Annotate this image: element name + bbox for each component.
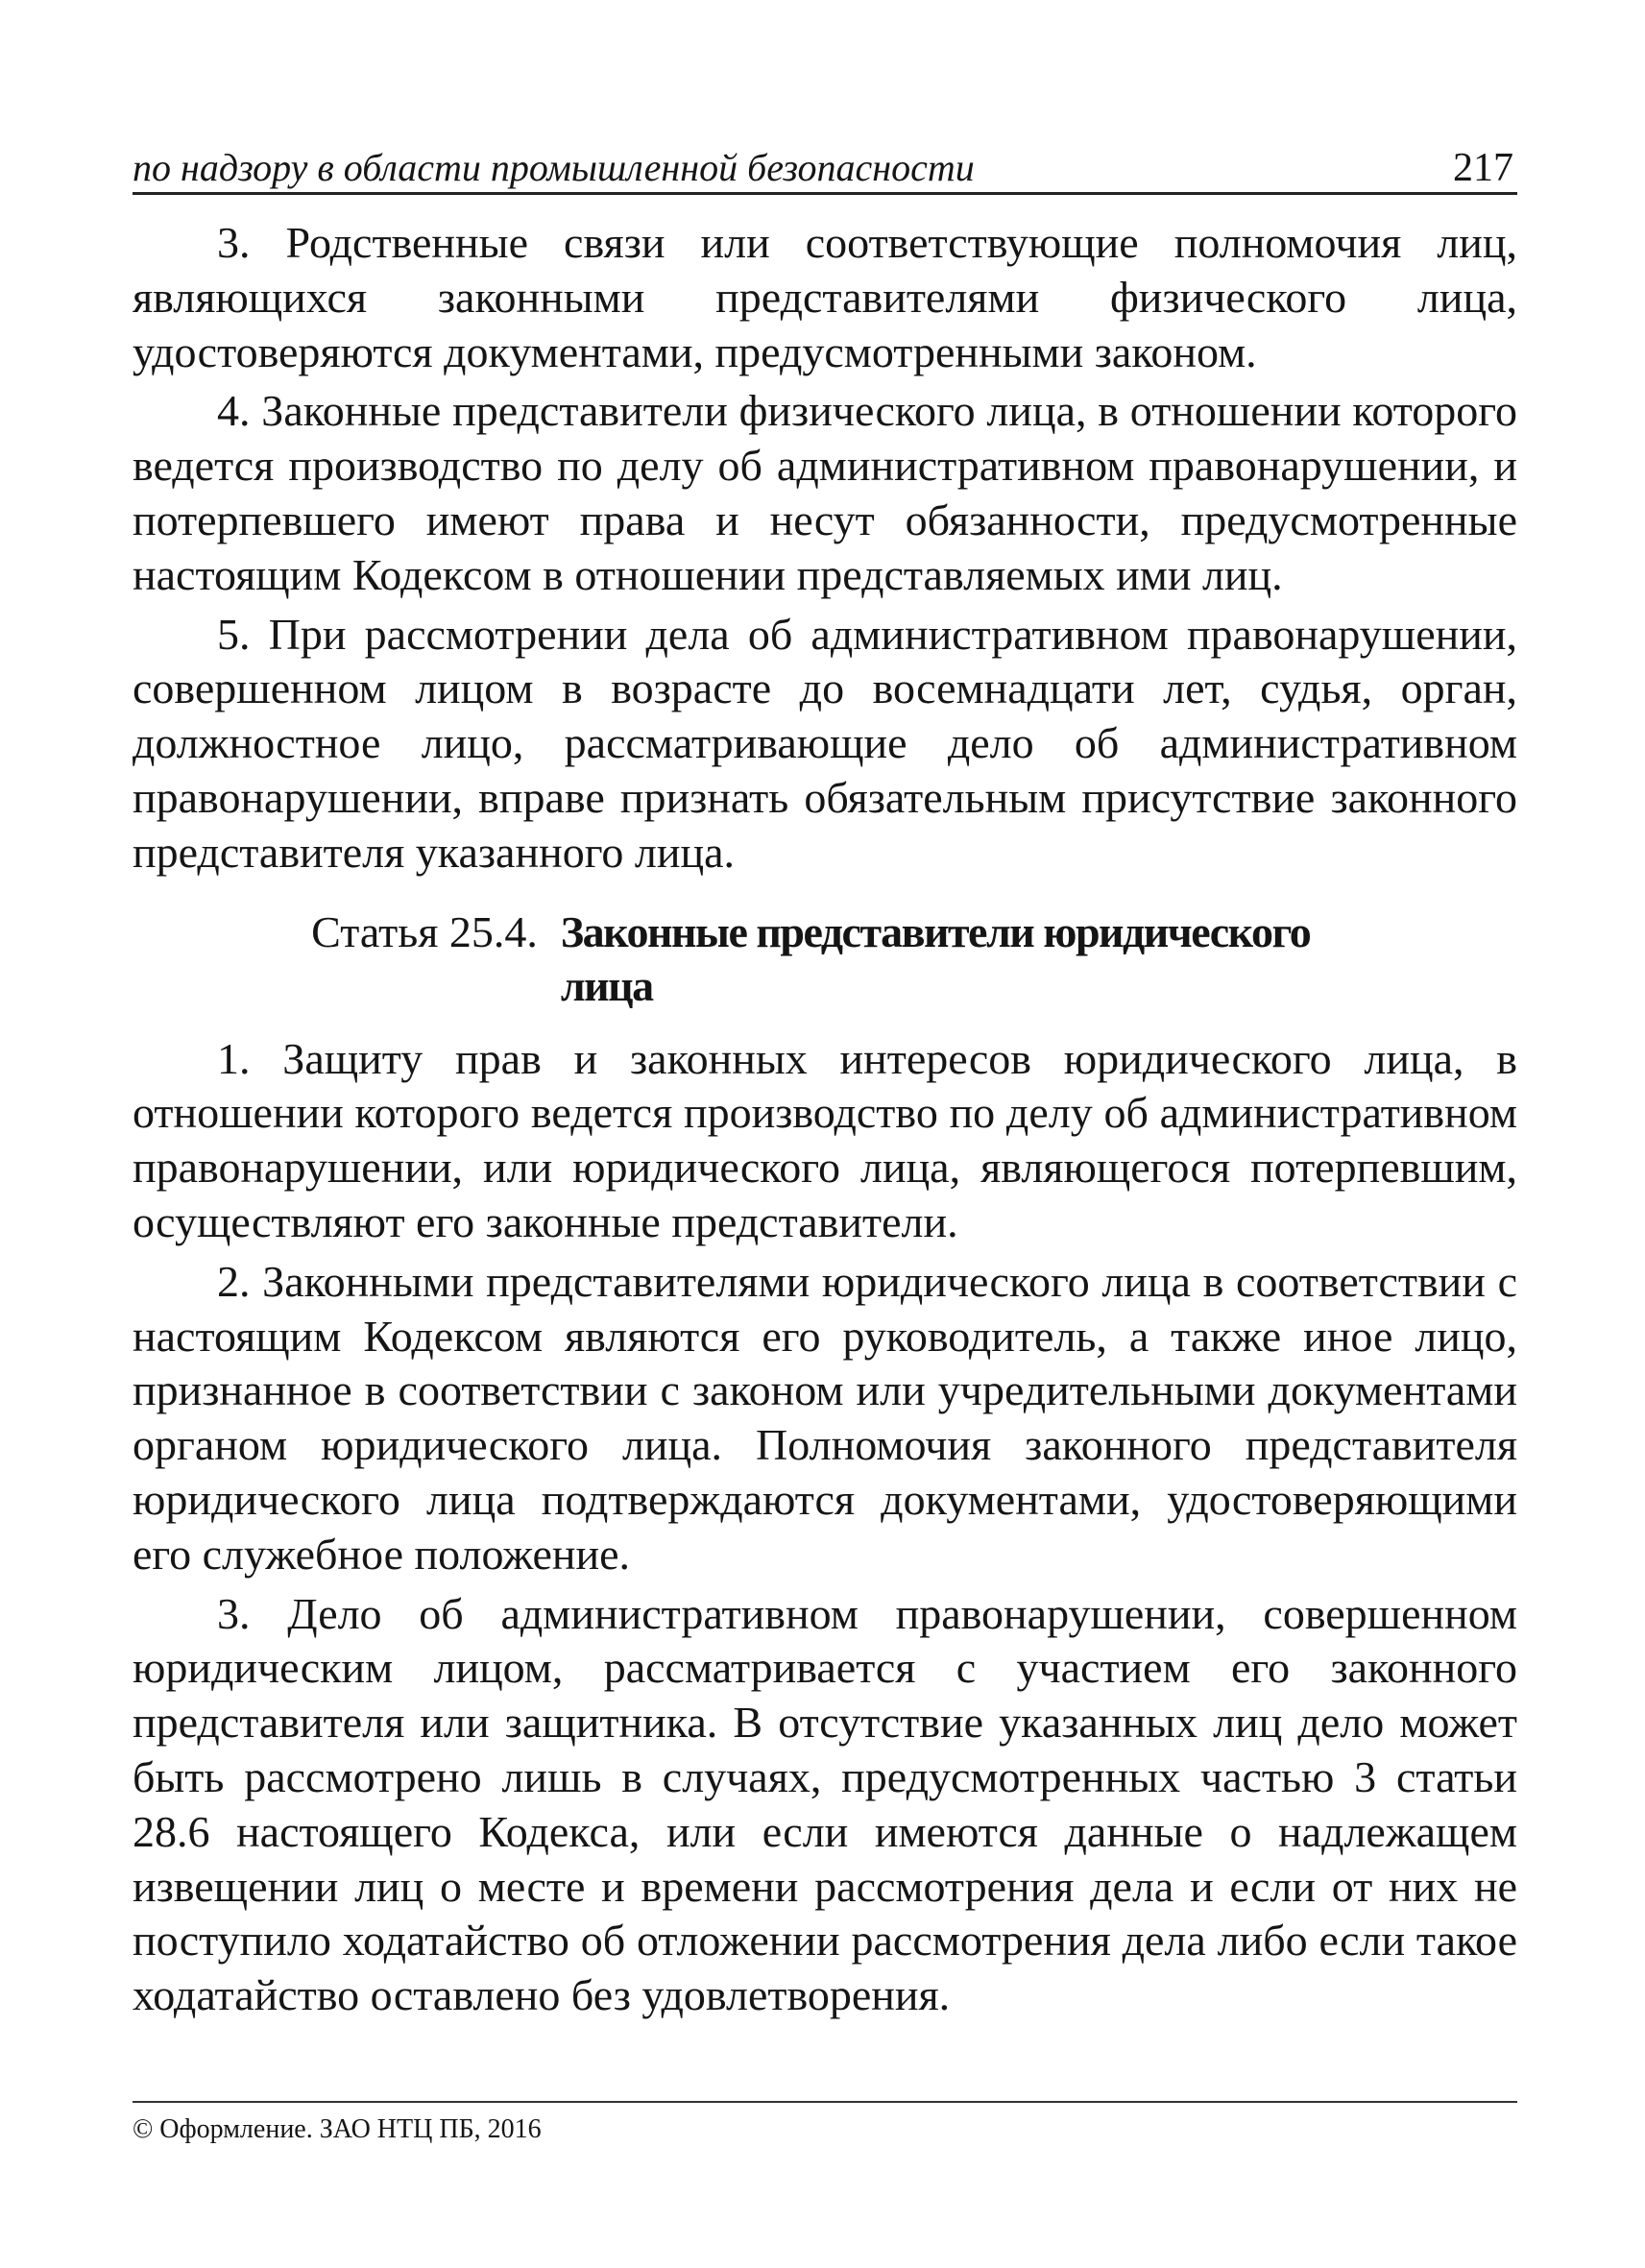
article-paragraph-2: 2. Законными представителями юридического лица в соответствии с настоящим Кодексом являются его руководитель, а также иное лицо, признанное в соответствии с законом или учредительными документами органом юридического лица. Полномочия законного представителя юридического лица подтверждаются документами, удостоверяющими его служебное положение. [133,1256,1517,1579]
article-paragraph-1: 1. Защиту прав и законных интересов юридического лица, в отношении которого ведется производство по делу об административном правонарушении, или юридического лица, являющегося потерпевшим, осуществляют его законные представители. [133,1033,1517,1246]
article-title: Законные представители юридического лица [560,906,1311,1010]
running-title: по надзору в области промышленной безопасности [133,146,975,189]
footer-divider [133,2101,1517,2103]
paragraph-3-related-powers: 3. Родственные связи или соответствующие полномочия лиц, являющихся законными представителями физического лица, удостоверяются документами, предусмотренными законом. [133,218,1517,376]
article-number: Статья 25.4. [311,906,538,956]
body-text [133,216,1517,2023]
article-paragraph-3: 3. Дело об административном правонарушении, совершенном юридическим лицом, рассматривается с участием его законного представителя или защитника. В отсутствие указанных лиц дело может быть рассмотрено лишь в случаях, предусмотренных частью 3 статьи 28.6 настоящего Кодекса, или если имеются данные о надлежащем извещении лиц о месте и времени рассмотрения дела и если от них не поступило ходатайство об отложении рассмотрения дела либо если такое ходатайство оставлено без удовлетворения. [133,1588,1517,2020]
running-header [133,134,1517,195]
paragraph-4-legal-representatives-rights: 4. Законные представители физического лица, в отношении которого ведется производство по делу об административном правонарушении, и потерпевшего имеют права и несут обязанности, предусмотренные настоящим Кодексом в отношении представляемых ими лиц. [133,386,1517,599]
paragraph-5-minor-representative: 5. При рассмотрении дела об административном правонарушении, совершенном лицом в возрасте до восемнадцати лет, судья, орган, должностное лицо, рассматривающие дело об административном правонарушении, вправе признать обязательным присутствие законного представителя указанного лица. [133,609,1517,877]
article-heading [133,905,1517,1013]
footer-copyright: © Оформление. ЗАО НТЦ ПБ, 2016 [133,2114,542,2144]
page-number: 217 [1453,146,1513,190]
book-page [133,134,1517,2028]
